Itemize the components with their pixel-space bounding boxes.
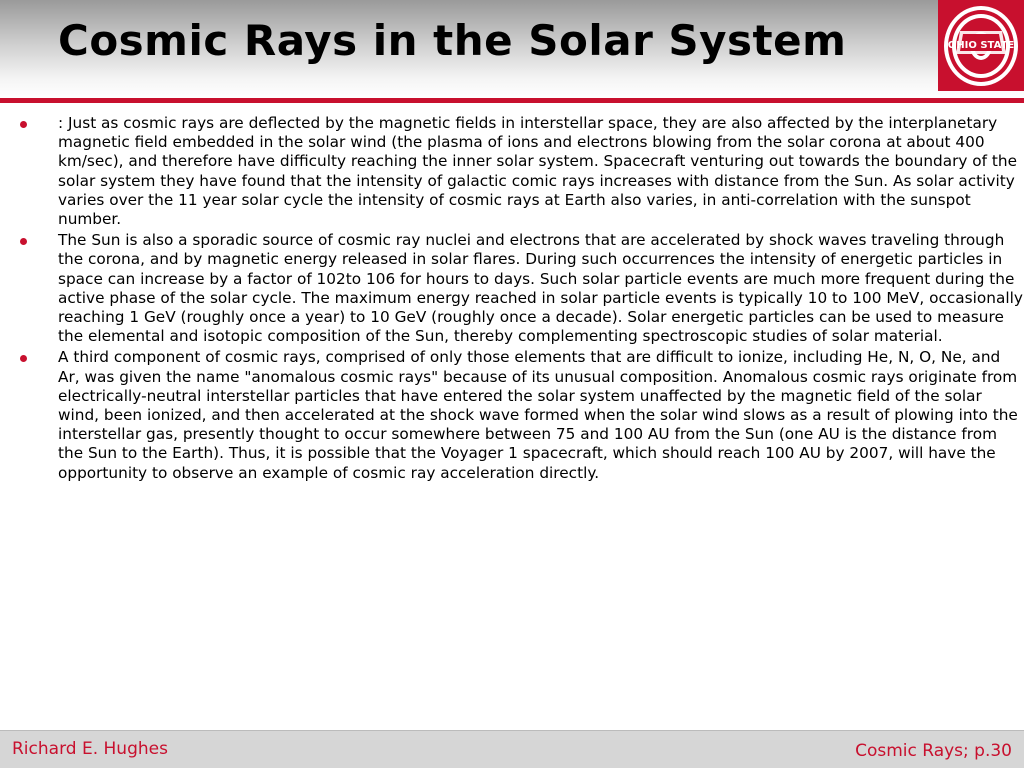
bullet-dot-icon <box>20 238 27 245</box>
slide-header <box>0 0 1024 98</box>
bullet-item <box>16 114 1024 229</box>
logo-text: OHIO STATE <box>947 40 1015 51</box>
bullet-text: A third component of cosmic rays, comprised of only those elements that are difficult to ionize, including He, N, O, Ne, and Ar, was given the name "anomalous cosmic rays" because of its unusual composition. Anomalous cosmic rays originate from electrically-neutral interstellar particles that have entered the solar system unaffected by the magnetic field of the solar wind, been ionized, and then accelerated at the shock wave formed when the solar wind slows as a result of plowing into the interstellar gas, presently thought to occur somewhere between 75 and 100 AU from the Sun (one AU is the distance from the Sun to the Earth). Thus, it is possible that the Voyager 1 spacecraft, which should reach 100 AU by 2007, will have the opportunity to observe an example of cosmic ray acceleration directly. <box>58 348 1018 482</box>
ohio-state-logo-icon <box>938 0 1024 91</box>
slide-body <box>16 114 1024 485</box>
ohio-state-logo <box>938 0 1024 91</box>
bullet-text: : Just as cosmic rays are deflected by the magnetic fields in interstellar space, they are also affected by the interplanetary magnetic field embedded in the solar wind (the plasma of ions and electrons blowing from the solar corona at about 400 km/sec), and therefore have difficulty reaching the inner solar system. Spacecraft venturing out towards the boundary of the solar system they have found that the intensity of galactic comic rays increases with distance from the Sun. As solar activity varies over the 11 year solar cycle the intensity of cosmic rays at Earth also varies, in anti-correlation with the sunspot number. <box>58 114 1018 229</box>
bullet-dot-icon <box>20 121 27 128</box>
footer-page-label: Cosmic Rays; p.30 <box>855 741 1012 761</box>
bullet-item <box>16 348 1024 482</box>
bullet-item <box>16 231 1024 346</box>
header-divider <box>0 98 1024 103</box>
slide-title: Cosmic Rays in the Solar System <box>58 16 847 65</box>
bullet-dot-icon <box>20 355 27 362</box>
footer-author: Richard E. Hughes <box>12 739 168 759</box>
bullet-text: The Sun is also a sporadic source of cosmic ray nuclei and electrons that are accelerated by shock waves traveling through the corona, and by magnetic energy released in solar flares. During such occurrences the intensity of energetic particles in space can increase by a factor of 102to 106 for hours to days. Such solar particle events are much more frequent during the active phase of the solar cycle. The maximum energy reached in solar particle events is typically 10 to 100 MeV, occasionally reaching 1 GeV (roughly once a year) to 10 GeV (roughly once a decade). Solar energetic particles can be used to measure the elemental and isotopic composition of the Sun, thereby complementing spectroscopic studies of solar material. <box>58 231 1023 346</box>
slide-footer <box>0 730 1024 768</box>
bullet-list <box>16 114 1024 483</box>
